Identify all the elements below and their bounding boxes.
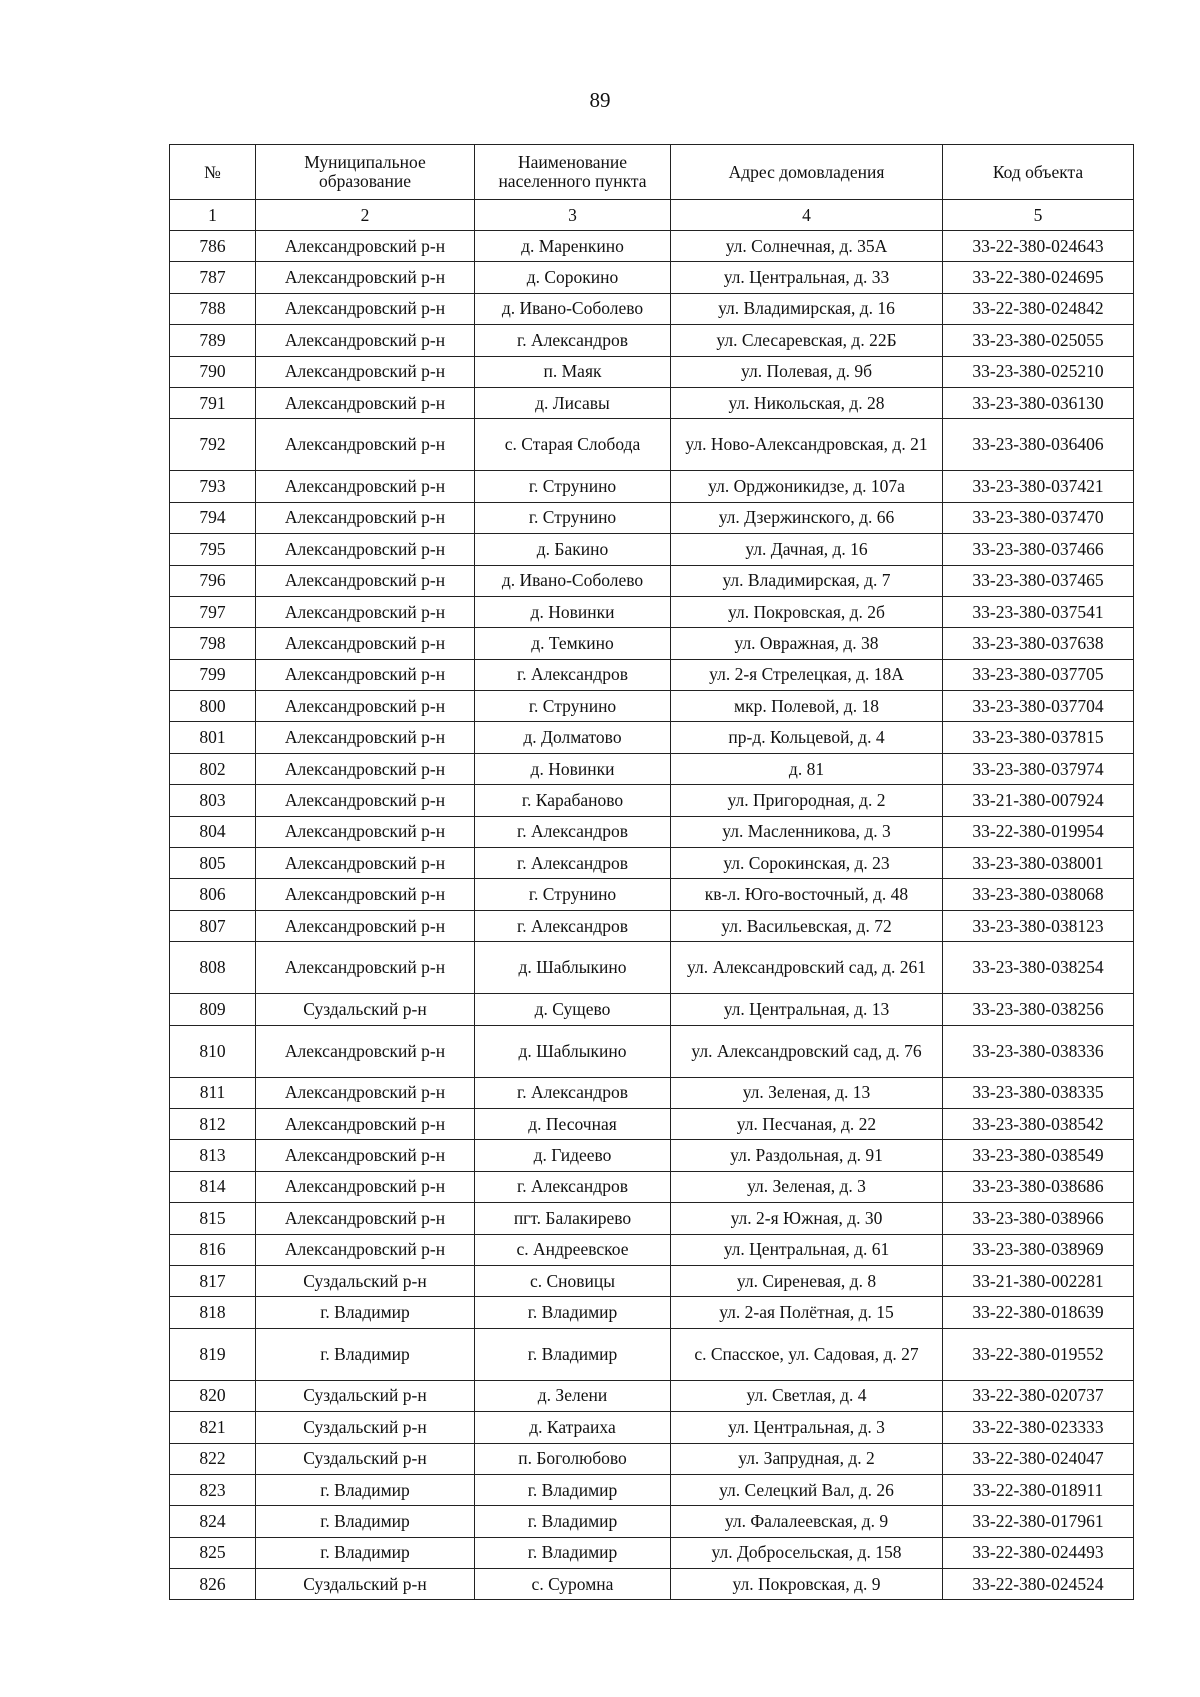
cell-number: 793 [170,471,256,502]
cell-object-code: 33-23-380-037638 [943,628,1134,659]
cell-number: 816 [170,1234,256,1265]
cell-address: ул. Ново-Александровская, д. 21 [671,419,943,471]
table-row [170,1380,1134,1411]
cell-address: ул. Сорокинская, д. 23 [671,848,943,879]
cell-municipality: Александровский р-н [256,753,475,784]
cell-address: пр-д. Кольцевой, д. 4 [671,722,943,753]
table-row [170,691,1134,722]
cell-address: ул. Центральная, д. 33 [671,262,943,293]
cell-municipality: Александровский р-н [256,231,475,262]
cell-address: кв-л. Юго-восточный, д. 48 [671,879,943,910]
cell-settlement: д. Зелени [475,1380,671,1411]
cell-address: ул. 2-я Южная, д. 30 [671,1203,943,1234]
cell-number: 803 [170,785,256,816]
cell-settlement: г. Струнино [475,879,671,910]
cell-address: ул. Раздольная, д. 91 [671,1140,943,1171]
cell-municipality: Александровский р-н [256,1025,475,1077]
table-row [170,848,1134,879]
cell-address: ул. Фалалеевская, д. 9 [671,1506,943,1537]
cell-settlement: д. Ивано-Соболево [475,565,671,596]
cell-address: ул. Полевая, д. 9б [671,356,943,387]
cell-settlement: г. Александров [475,1077,671,1108]
objects-table [169,144,1134,1600]
cell-number: 808 [170,942,256,994]
table-row [170,785,1134,816]
cell-number: 805 [170,848,256,879]
cell-object-code: 33-23-380-037470 [943,502,1134,533]
table-body [170,231,1134,1600]
table-row [170,1140,1134,1171]
cell-address: мкр. Полевой, д. 18 [671,691,943,722]
cell-settlement: д. Гидеево [475,1140,671,1171]
cell-municipality: Александровский р-н [256,596,475,627]
column-number: 3 [475,200,671,231]
cell-settlement: д. Темкино [475,628,671,659]
cell-address: ул. Центральная, д. 13 [671,994,943,1025]
cell-address: ул. Покровская, д. 2б [671,596,943,627]
cell-object-code: 33-23-380-036130 [943,387,1134,418]
cell-settlement: г. Александров [475,1171,671,1202]
cell-object-code: 33-23-380-038966 [943,1203,1134,1234]
cell-address: ул. Дачная, д. 16 [671,534,943,565]
cell-object-code: 33-23-380-025210 [943,356,1134,387]
header-object-code: Код объекта [943,145,1134,200]
cell-municipality: г. Владимир [256,1328,475,1380]
cell-municipality: Александровский р-н [256,1077,475,1108]
cell-municipality: Александровский р-н [256,1203,475,1234]
cell-address: ул. Зеленая, д. 3 [671,1171,943,1202]
cell-address: ул. Орджоникидзе, д. 107а [671,471,943,502]
cell-settlement: д. Песочная [475,1108,671,1139]
cell-number: 814 [170,1171,256,1202]
cell-settlement: д. Шаблыкино [475,942,671,994]
cell-address: с. Спасское, ул. Садовая, д. 27 [671,1328,943,1380]
cell-municipality: Александровский р-н [256,293,475,324]
cell-settlement: д. Катраиха [475,1412,671,1443]
cell-number: 796 [170,565,256,596]
cell-municipality: Александровский р-н [256,356,475,387]
table-row [170,502,1134,533]
cell-object-code: 33-22-380-023333 [943,1412,1134,1443]
cell-object-code: 33-23-380-038542 [943,1108,1134,1139]
cell-number: 795 [170,534,256,565]
table-row [170,419,1134,471]
cell-municipality: Суздальский р-н [256,1380,475,1411]
cell-settlement: д. Маренкино [475,231,671,262]
cell-municipality: Александровский р-н [256,1234,475,1265]
header-row [170,145,1134,200]
cell-address: ул. Светлая, д. 4 [671,1380,943,1411]
cell-address: ул. Песчаная, д. 22 [671,1108,943,1139]
objects-table-container [169,144,1133,1600]
table-row [170,262,1134,293]
cell-object-code: 33-23-380-037465 [943,565,1134,596]
cell-address: ул. Покровская, д. 9 [671,1569,943,1600]
cell-address: ул. 2-ая Полётная, д. 15 [671,1297,943,1328]
cell-municipality: г. Владимир [256,1474,475,1505]
cell-object-code: 33-23-380-037815 [943,722,1134,753]
cell-number: 806 [170,879,256,910]
cell-address: ул. Селецкий Вал, д. 26 [671,1474,943,1505]
table-row [170,534,1134,565]
cell-municipality: Александровский р-н [256,785,475,816]
cell-settlement: г. Владимир [475,1537,671,1568]
table-row [170,1297,1134,1328]
column-number: 5 [943,200,1134,231]
cell-number: 817 [170,1265,256,1296]
cell-address: ул. Пригородная, д. 2 [671,785,943,816]
cell-settlement: г. Струнино [475,471,671,502]
table-row [170,387,1134,418]
cell-settlement: д. Сорокино [475,262,671,293]
table-row [170,471,1134,502]
cell-settlement: с. Старая Слобода [475,419,671,471]
cell-settlement: д. Лисавы [475,387,671,418]
cell-number: 818 [170,1297,256,1328]
cell-municipality: Александровский р-н [256,942,475,994]
cell-settlement: г. Александров [475,325,671,356]
cell-settlement: п. Маяк [475,356,671,387]
cell-object-code: 33-23-380-038686 [943,1171,1134,1202]
cell-number: 801 [170,722,256,753]
cell-municipality: Суздальский р-н [256,1412,475,1443]
header-address: Адрес домовладения [671,145,943,200]
cell-municipality: Александровский р-н [256,628,475,659]
cell-address: ул. Масленникова, д. 3 [671,816,943,847]
cell-number: 825 [170,1537,256,1568]
cell-address: ул. Александровский сад, д. 261 [671,942,943,994]
table-row [170,1077,1134,1108]
cell-municipality: Александровский р-н [256,1108,475,1139]
cell-number: 804 [170,816,256,847]
table-row [170,1025,1134,1077]
cell-object-code: 33-22-380-020737 [943,1380,1134,1411]
cell-object-code: 33-23-380-037705 [943,659,1134,690]
cell-number: 802 [170,753,256,784]
cell-municipality: Александровский р-н [256,471,475,502]
cell-object-code: 33-21-380-007924 [943,785,1134,816]
column-number: 4 [671,200,943,231]
table-row [170,565,1134,596]
cell-address: ул. Слесаревская, д. 22Б [671,325,943,356]
table-row [170,1443,1134,1474]
cell-municipality: Александровский р-н [256,419,475,471]
cell-settlement: г. Владимир [475,1297,671,1328]
cell-object-code: 33-23-380-038001 [943,848,1134,879]
table-row [170,356,1134,387]
table-row [170,1537,1134,1568]
cell-municipality: Александровский р-н [256,1171,475,1202]
table-row [170,293,1134,324]
cell-municipality: Александровский р-н [256,722,475,753]
cell-number: 810 [170,1025,256,1077]
cell-number: 799 [170,659,256,690]
cell-object-code: 33-23-380-037974 [943,753,1134,784]
cell-number: 809 [170,994,256,1025]
cell-object-code: 33-23-380-037421 [943,471,1134,502]
cell-object-code: 33-23-380-038335 [943,1077,1134,1108]
cell-number: 787 [170,262,256,293]
cell-municipality: Александровский р-н [256,502,475,533]
cell-address: ул. Дзержинского, д. 66 [671,502,943,533]
header-municipality: Муниципальное образование [256,145,475,200]
table-row [170,596,1134,627]
table-header [170,145,1134,231]
cell-address: ул. Центральная, д. 61 [671,1234,943,1265]
table-row [170,1328,1134,1380]
cell-number: 788 [170,293,256,324]
cell-address: ул. Александровский сад, д. 76 [671,1025,943,1077]
cell-number: 789 [170,325,256,356]
cell-object-code: 33-22-380-019552 [943,1328,1134,1380]
table-row [170,659,1134,690]
cell-object-code: 33-23-380-038549 [943,1140,1134,1171]
cell-municipality: г. Владимир [256,1537,475,1568]
cell-municipality: Александровский р-н [256,534,475,565]
cell-municipality: Александровский р-н [256,816,475,847]
cell-object-code: 33-22-380-024493 [943,1537,1134,1568]
table-row [170,1506,1134,1537]
cell-settlement: г. Владимир [475,1328,671,1380]
cell-settlement: с. Сновицы [475,1265,671,1296]
table-row [170,879,1134,910]
cell-object-code: 33-23-380-025055 [943,325,1134,356]
cell-object-code: 33-23-380-038068 [943,879,1134,910]
cell-object-code: 33-23-380-038969 [943,1234,1134,1265]
cell-number: 798 [170,628,256,659]
cell-municipality: Александровский р-н [256,1140,475,1171]
cell-settlement: п. Боголюбово [475,1443,671,1474]
table-row [170,1108,1134,1139]
cell-number: 811 [170,1077,256,1108]
cell-object-code: 33-23-380-037704 [943,691,1134,722]
table-row [170,1474,1134,1505]
cell-municipality: Александровский р-н [256,565,475,596]
cell-number: 819 [170,1328,256,1380]
cell-municipality: Александровский р-н [256,325,475,356]
cell-municipality: Александровский р-н [256,262,475,293]
table-row [170,994,1134,1025]
cell-address: ул. Добросельская, д. 158 [671,1537,943,1568]
cell-number: 820 [170,1380,256,1411]
cell-municipality: Суздальский р-н [256,1265,475,1296]
cell-municipality: Александровский р-н [256,387,475,418]
cell-object-code: 33-23-380-038336 [943,1025,1134,1077]
cell-number: 797 [170,596,256,627]
column-number: 2 [256,200,475,231]
cell-settlement: г. Александров [475,659,671,690]
cell-object-code: 33-22-380-018639 [943,1297,1134,1328]
table-row [170,1265,1134,1296]
cell-object-code: 33-23-380-038254 [943,942,1134,994]
cell-number: 791 [170,387,256,418]
cell-address: ул. Никольская, д. 28 [671,387,943,418]
cell-address: ул. Владимирская, д. 16 [671,293,943,324]
cell-settlement: д. Шаблыкино [475,1025,671,1077]
table-row [170,722,1134,753]
cell-municipality: Суздальский р-н [256,1569,475,1600]
cell-number: 821 [170,1412,256,1443]
cell-settlement: д. Новинки [475,753,671,784]
cell-address: ул. Овражная, д. 38 [671,628,943,659]
table-row [170,1569,1134,1600]
cell-settlement: г. Владимир [475,1506,671,1537]
cell-settlement: д. Новинки [475,596,671,627]
cell-settlement: пгт. Балакирево [475,1203,671,1234]
table-row [170,1412,1134,1443]
cell-number: 826 [170,1569,256,1600]
cell-number: 794 [170,502,256,533]
cell-object-code: 33-21-380-002281 [943,1265,1134,1296]
cell-number: 824 [170,1506,256,1537]
cell-settlement: д. Бакино [475,534,671,565]
cell-number: 813 [170,1140,256,1171]
header-number: № [170,145,256,200]
cell-municipality: г. Владимир [256,1297,475,1328]
cell-object-code: 33-23-380-036406 [943,419,1134,471]
cell-address: ул. 2-я Стрелецкая, д. 18А [671,659,943,690]
cell-settlement: д. Сущево [475,994,671,1025]
cell-municipality: Суздальский р-н [256,1443,475,1474]
page-number: 89 [589,88,611,112]
table-row [170,910,1134,941]
table-row [170,942,1134,994]
cell-object-code: 33-22-380-018911 [943,1474,1134,1505]
cell-municipality: Александровский р-н [256,848,475,879]
column-number-row [170,200,1134,231]
cell-address: ул. Запрудная, д. 2 [671,1443,943,1474]
cell-address: ул. Васильевская, д. 72 [671,910,943,941]
cell-number: 800 [170,691,256,722]
table-row [170,231,1134,262]
cell-municipality: Александровский р-н [256,910,475,941]
table-row [170,1171,1134,1202]
cell-object-code: 33-22-380-024524 [943,1569,1134,1600]
cell-object-code: 33-22-380-024842 [943,293,1134,324]
cell-settlement: г. Александров [475,910,671,941]
table-row [170,1203,1134,1234]
table-row [170,628,1134,659]
cell-municipality: Александровский р-н [256,879,475,910]
column-number: 1 [170,200,256,231]
cell-settlement: с. Суромна [475,1569,671,1600]
cell-settlement: г. Александров [475,816,671,847]
table-row [170,816,1134,847]
cell-object-code: 33-23-380-037541 [943,596,1134,627]
cell-number: 807 [170,910,256,941]
cell-number: 792 [170,419,256,471]
cell-municipality: Александровский р-н [256,659,475,690]
cell-settlement: г. Струнино [475,502,671,533]
cell-municipality: Суздальский р-н [256,994,475,1025]
cell-number: 812 [170,1108,256,1139]
cell-number: 790 [170,356,256,387]
cell-municipality: г. Владимир [256,1506,475,1537]
cell-address: ул. Центральная, д. 3 [671,1412,943,1443]
cell-object-code: 33-22-380-024047 [943,1443,1134,1474]
cell-settlement: г. Струнино [475,691,671,722]
cell-settlement: с. Андреевское [475,1234,671,1265]
cell-object-code: 33-22-380-017961 [943,1506,1134,1537]
cell-settlement: г. Карабаново [475,785,671,816]
cell-address: ул. Солнечная, д. 35А [671,231,943,262]
cell-object-code: 33-22-380-019954 [943,816,1134,847]
cell-settlement: д. Ивано-Соболево [475,293,671,324]
cell-object-code: 33-23-380-038123 [943,910,1134,941]
cell-settlement: д. Долматово [475,722,671,753]
cell-object-code: 33-22-380-024643 [943,231,1134,262]
cell-address: ул. Сиреневая, д. 8 [671,1265,943,1296]
cell-number: 786 [170,231,256,262]
table-row [170,325,1134,356]
cell-number: 822 [170,1443,256,1474]
cell-municipality: Александровский р-н [256,691,475,722]
cell-number: 815 [170,1203,256,1234]
header-settlement: Наименование населенного пункта [475,145,671,200]
cell-object-code: 33-23-380-037466 [943,534,1134,565]
cell-address: ул. Зеленая, д. 13 [671,1077,943,1108]
table-row [170,753,1134,784]
table-row [170,1234,1134,1265]
cell-number: 823 [170,1474,256,1505]
cell-address: д. 81 [671,753,943,784]
cell-settlement: г. Владимир [475,1474,671,1505]
cell-address: ул. Владимирская, д. 7 [671,565,943,596]
cell-object-code: 33-22-380-024695 [943,262,1134,293]
cell-object-code: 33-23-380-038256 [943,994,1134,1025]
cell-settlement: г. Александров [475,848,671,879]
